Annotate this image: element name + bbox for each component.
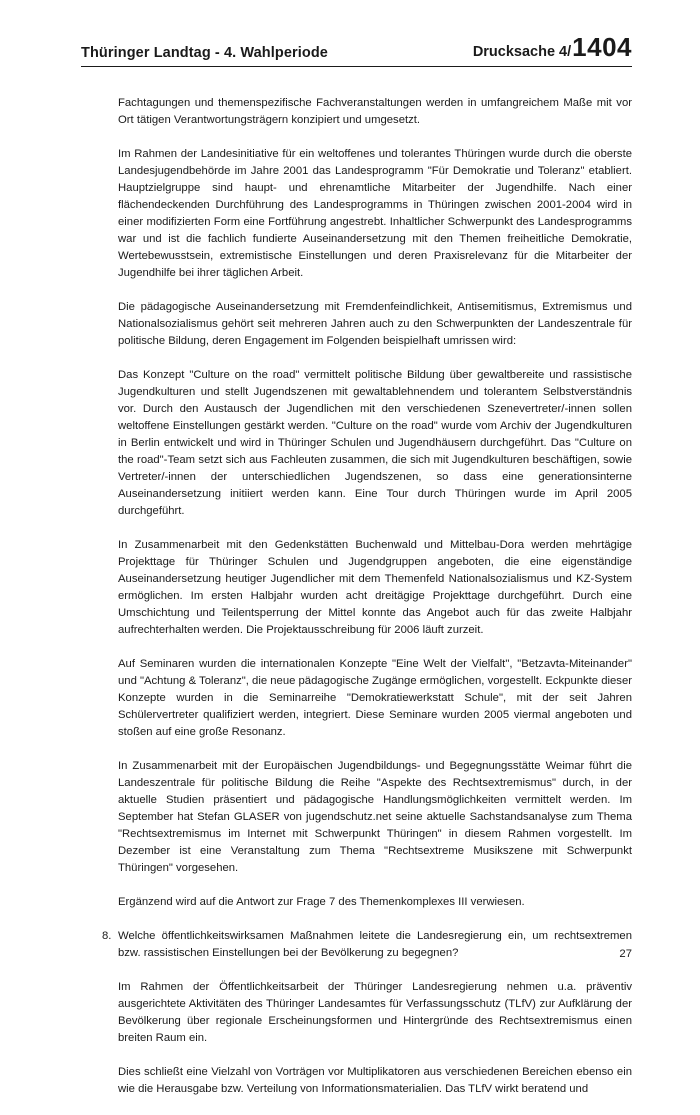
document-title: Thüringer Landtag - 4. Wahlperiode xyxy=(81,45,328,61)
drucksache-reference xyxy=(473,32,632,63)
answer-paragraph: Im Rahmen der Öffentlichkeitsarbeit der Thüringer Landesregierung nehmen u.a. präventiv ausgerichtete Aktivitäten des Thüringer Landesamtes für Verfassungsschutz (TLfV) zur Aufklärung der Bevölkerung über regionale Erscheinungsformen und Hintergründe des Rechtsextremismus einen breiten Raum ein. xyxy=(118,981,632,1044)
page-content xyxy=(102,95,632,1115)
paragraph: In Zusammenarbeit mit den Gedenkstätten Buchenwald und Mittelbau-Dora werden mehrtägige Projekttage für Thüringer Schulen und Jugendgruppen angeboten, die eine eigenständige Auseinandersetzung heutiger Jugendlicher mit dem Themenfeld Nationalsozialismus und KZ-System ermöglichen. Im ersten Halbjahr wurden acht dreitägige Projekttage durchgeführt. Durch eine Umschichtung und Teilentsperrung der Mittel konnte das Angebot auch für das zweite Halbjahr aufrechterhalten werden. Die Projektausschreibung für 2006 läuft zurzeit. xyxy=(118,539,632,636)
paragraph: In Zusammenarbeit mit der Europäischen Jugendbildungs- und Begegnungsstätte Weimar führt die Landeszentrale für politische Bildung die Reihe "Aspekte des Rechtsextremismus" durch, in der aktuelle Studien präsentiert und pädagogische Handlungsmöglichkeiten vermittelt werden. Im September hat Stefan GLASER von jugendschutz.net seine aktuelle Sachstandsanalyse zum Thema "Rechtsextremismus im Internet mit Schwerpunkt Thüringen" in diesem Rahmen vorgestellt. Im Dezember ist eine Veranstaltung zum Thema "Rechtsextreme Musikszene mit Schwerpunkt Thüringen" vorgesehen. xyxy=(118,760,632,874)
page-number: 27 xyxy=(619,948,632,960)
answer-paragraph: Dies schließt eine Vielzahl von Vorträgen vor Multiplikatoren aus verschiedenen Bereichen ebenso ein wie die Herausgabe bzw. Verteilung von Informationsmaterialien. Das TLfV wirkt beratend und xyxy=(118,1066,632,1095)
page-header xyxy=(81,30,632,67)
paragraph: Fachtagungen und themenspezifische Fachveranstaltungen werden in umfangreichem Maße mit vor Ort tätigen Verantwortungsträgern konzipiert und umgesetzt. xyxy=(118,97,632,126)
drucksache-label: Drucksache 4/ xyxy=(472,44,572,60)
paragraph: Die pädagogische Auseinandersetzung mit Fremdenfeindlichkeit, Antisemitismus, Extremismus und Nationalsozialismus gehört seit mehreren Jahren auch zu den Schwerpunkten der Landeszentrale für politische Bildung, deren Engagement im Folgenden beispielhaft umrissen wird: xyxy=(118,301,632,347)
paragraph: Auf Seminaren wurden die internationalen Konzepte "Eine Welt der Vielfalt", "Betzavta-Miteinander" und "Achtung & Toleranz", die neue pädagogische Zugänge ermöglichen, vorgestellt. Eckpunkte dieser Konzepte wurden in die Seminarreihe "Demokratiewerkstatt Schule", mit der seit Jahren Schülervertreter qualifiziert werden, integriert. Diese Seminare wurden 2005 viermal angeboten und stoßen auf eine große Resonanz. xyxy=(118,658,632,738)
drucksache-number: 1404 xyxy=(572,32,632,62)
paragraph: Im Rahmen der Landesinitiative für ein weltoffenes und tolerantes Thüringen wurde durch die oberste Landesjugendbehörde im Jahre 2001 das Landesprogramm "Für Demokratie und Toleranz" etabliert. Hauptzielgruppe sind haupt- und ehrenamtliche Mitarbeiter der Jugendhilfe. Nach einer flächendeckenden Durchführung des Landesprogramms in Thüringen zwischen 2001-2004 wird in einer modifizierten Form eine Fortführung angestrebt. Inhaltlicher Schwerpunkt des Landesprogramms war und ist die fachlich fundierte Auseinandersetzung mit den Themen freiheitliche Demokratie, Wertebewusstsein, extremistische Einstellungen und deren Praxisrelevanz für die Mitarbeiter der Jugendhilfe bei ihrer täglichen Arbeit. xyxy=(118,148,632,279)
paragraph: Ergänzend wird auf die Antwort zur Frage 7 des Themenkomplexes III verwiesen. xyxy=(118,896,525,908)
question-text: Welche öffentlichkeitswirksamen Maßnahmen leitete die Landesregierung ein, um rechtsextremen bzw. rassistischen Einstellungen bei der Bevölkerung zu begegnen? xyxy=(118,930,632,959)
question-item: 8. Welche öffentlichkeitswirksamen Maßnahmen leitete die Landesregierung ein, um rechtsextremen bzw. rassistischen Einstellungen bei der Bevölkerung zu begegnen? xyxy=(118,928,632,962)
paragraph: Das Konzept "Culture on the road" vermittelt politische Bildung über gewaltbereite und rassistische Jugendkulturen und stellt Jugendszenen mit gewaltablehnendem und tolerantem Selbstverständnis vor. Durch den Austausch der Jugendlichen mit den verschiedenen Szenevertreter/-innen sollen weltoffene Einstellungen gestärkt werden. "Culture on the road" wurde vom Archiv der Jugendkulturen in Berlin entwickelt und wird in Thüringer Schulen und Jugendhäusern durchgeführt. Das "Culture on the road"-Team setzt sich aus Fachleuten zusammen, die sich mit Jugendkulturen beschäftigen, sowie Vertreter/-innen der unterschiedlichen Jugendszenen, so dass eine generationsinterne Auseinandersetzung initiiert werden kann. Eine Tour durch Thüringen wurde im April 2005 durchgeführt. xyxy=(118,369,632,517)
